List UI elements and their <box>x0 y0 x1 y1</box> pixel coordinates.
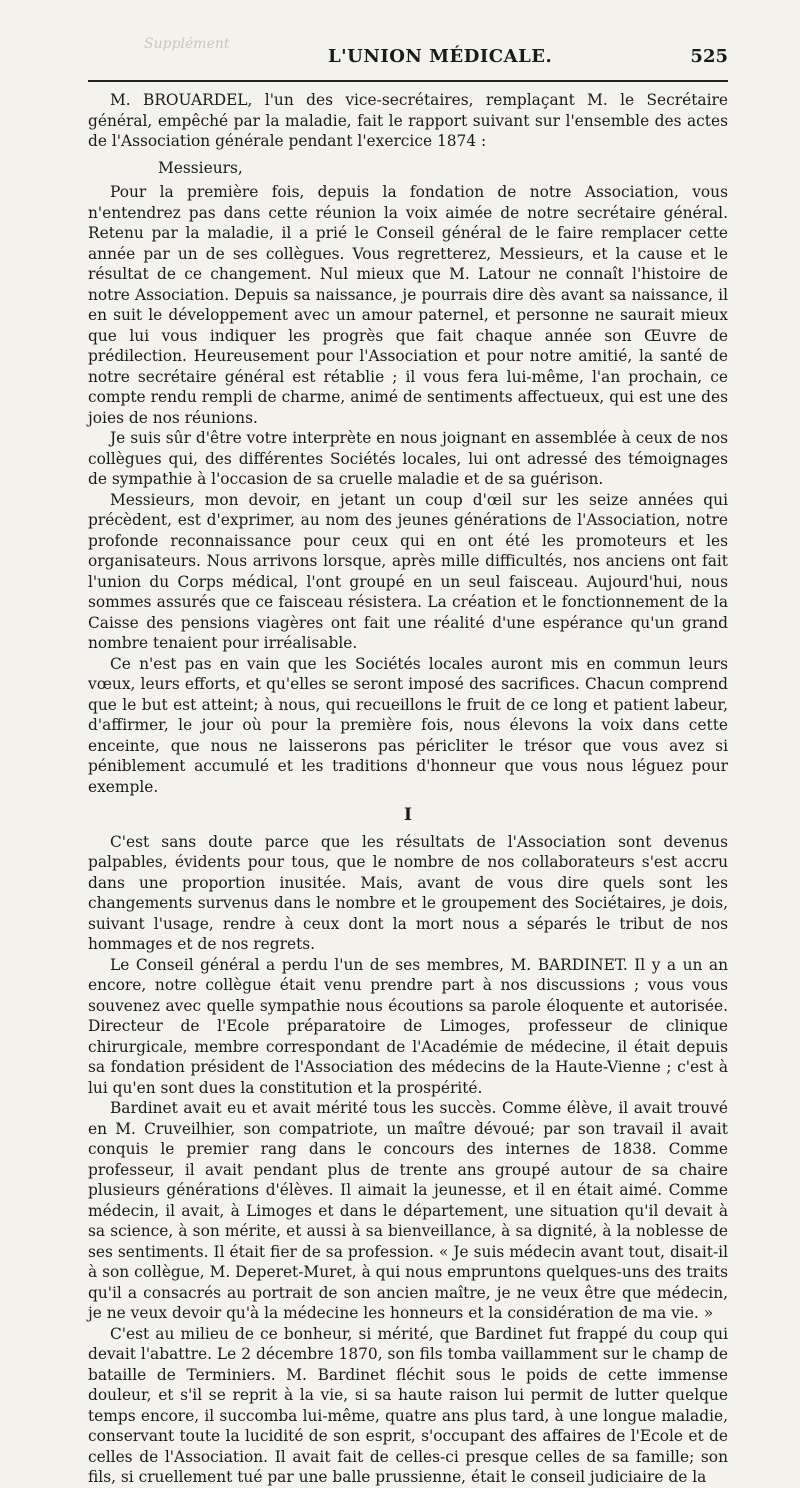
supplement-label: Supplément <box>144 36 230 52</box>
paragraph-resultats: C'est sans doute parce que les résultats de l'Association sont devenus palpables, évidents pour tous, que le nombre de nos collaborateurs s'est accru dans une proportion inusitée. Mais, avant de vous dire quels sont les changements survenus dans le nombre et le groupement des Sociétaires, je dois, suivant l'usage, rendre à ceux dont la mort nous a séparés le tribut de nos hommages et de nos regrets. <box>88 832 728 953</box>
paragraph-bonheur: C'est au milieu de ce bonheur, si mérité, que Bardinet fut frappé du coup qui devait l'abattre. Le 2 décembre 1870, son fils tomba vaillamment sur le champ de bataille de Terminiers. M. Bardinet fléchit sous le poids de cette immense douleur, et s'il se reprit à la vie, si sa haute raison lui permit de lutter quelque temps encore, il succomba lui-même, quatre ans plus tard, à une longue maladie, conservant toute la lucidité de son esprit, s'occupant des affaires de l'Ecole et de celles de l'Association. Il avait fait de celles-ci presque celles de sa famille; son fils, si cruellement tué par une balle prussienne, était le conseil judiciaire de la <box>88 1324 728 1486</box>
page-number: 525 <box>690 46 728 67</box>
running-head <box>88 36 728 74</box>
paragraph-intro: M. BROUARDEL, l'un des vice-secrétaires, remplaçant M. le Secrétaire général, empêché par la maladie, fait le rapport suivant sur l'ensemble des actes de l'Association générale pendant l'exercice 1874 : <box>88 91 728 150</box>
paragraph-first-time: Pour la première fois, depuis la fondation de notre Association, vous n'entendrez pas dans cette réunion la voix aimée de notre secrétaire général. Retenu par la maladie, il a prié le Conseil général de le faire remplacer cette année par un de ses collègues. Vous regretterez, Messieurs, et la cause et le résultat de ce changement. Nul mieux que M. Latour ne connaît l'histoire de notre Association. Depuis sa naissance, je pourrais dire dès avant sa naissance, il en suit le développement avec un amour paternel, et personne ne saurait mieux que lui vous indiquer les progrès que fait chaque année son Œuvre de prédilection. Heureusement pour l'Association et pour notre amitié, la santé de notre secrétaire général est rétablie ; il vous fera lui-même, l'an prochain, ce compte rendu rempli de charme, animé de sentiments affectueux, qui est une des joies de nos réunions. <box>88 183 728 427</box>
paragraph-societes: Ce n'est pas en vain que les Sociétés locales auront mis en commun leurs vœux, leurs efforts, et qu'elles se seront imposé des sacrifices. Chacun comprend que le but est atteint; à nous, qui recueillons le fruit de ce long et patient labeur, d'affirmer, le jour où pour la première fois, nous élevons la voix dans cette enceinte, que nous ne laisserons pas péricliter le trésor que vous avez si péniblement accumulé et les traditions d'honneur que vous nous léguez pour exemple. <box>88 654 728 796</box>
paragraph-devoir: Messieurs, mon devoir, en jetant un coup d'œil sur les seize années qui précèdent, est d'exprimer, au nom des jeunes générations de l'Association, notre profonde reconnaissance pour ceux qui en ont été les promoteurs et les organisateurs. Nous arrivons lorsque, après mille difficultés, nos anciens ont fait l'union du Corps médical, l'ont groupé en un seul faisceau. Aujourd'hui, nous sommes assurés que ce faisceau résistera. La création et le fonctionnement de la Caisse des pensions viagères ont fait une réalité d'une espérance qu'un grand nombre tenaient pour irréalisable. <box>88 490 728 652</box>
paragraph-interprete: Je suis sûr d'être votre interprète en nous joignant en assemblée à ceux de nos collègues qui, des différentes Sociétés locales, lui ont adressé des témoignages de sympathie à l'occasion de sa cruelle maladie et de sa guérison. <box>88 429 728 488</box>
paragraph-bardinet: Bardinet avait eu et avait mérité tous les succès. Comme élève, il avait trouvé en M. Cruveilhier, son compatriote, un maître dévoué; par son travail il avait conquis le premier rang dans le concours des internes de 1838. Comme professeur, il avait pendant plus de trente ans groupé autour de sa chaire plusieurs générations d'élèves. Il aimait la jeunesse, et il en était aimé. Comme médecin, il avait, à Limoges et dans le département, une situation qu'il devait à sa science, à son mérite, et aussi à sa bienveillance, à sa dignité, à la noblesse de ses sentiments. Il était fier de sa profession. « Je suis médecin avant tout, disait-il à son collègue, M. Deperet-Muret, à qui nous empruntons quelques-uns des traits qu'il a consacrés au portrait de son ancien maître, je ne veux être que médecin, je ne veux devoir qu'à la médecine les honneurs et la considération de ma vie. » <box>88 1099 728 1322</box>
header-rule <box>88 80 728 82</box>
journal-title: L'UNION MÉDICALE. <box>328 46 553 67</box>
paragraph-conseil: Le Conseil général a perdu l'un de ses membres, M. BARDINET. Il y a un an encore, notre collègue était venu prendre part à nos discussions ; vous vous souvenez avec quelle sympathie nous écoutions sa parole éloquente et autorisée. Directeur de l'Ecole préparatoire de Limoges, professeur de clinique chirurgicale, membre correspondant de l'Académie de médecine, il était depuis sa fondation président de l'Association des médecins de la Haute-Vienne ; c'est à lui qu'en sont dues la constitution et la prospérité. <box>88 955 728 1097</box>
salutation: Messieurs, <box>158 158 243 177</box>
section-heading: I <box>404 805 412 825</box>
